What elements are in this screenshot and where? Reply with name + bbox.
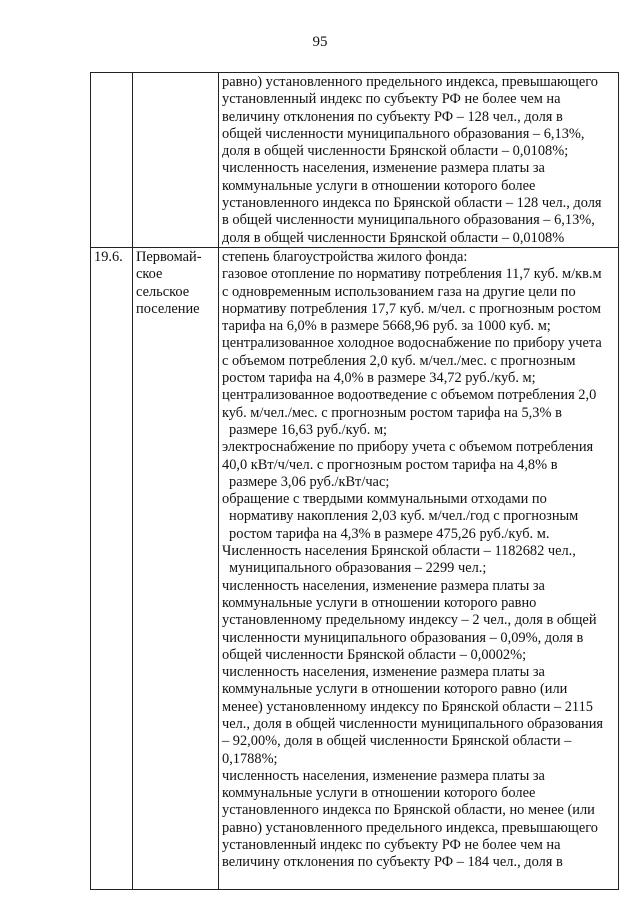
text-line: муниципального образования – 2299 чел.; <box>229 560 487 577</box>
text-line: в общей численности муниципального образования – 6,13%, <box>222 212 595 229</box>
text-line: ростом тарифа на 4,3% в размере 475,26 руб./куб. м. <box>229 525 550 542</box>
text-line: чел., доля в общей численности муниципального образования <box>222 715 604 732</box>
text-line: установленного индекса по Брянской области – 128 чел., доля <box>222 195 602 212</box>
text-line: газовое отопление по нормативу потребления 11,7 куб. м/кв.м <box>222 266 602 283</box>
text-line: коммунальные услуги в отношении которого более <box>222 785 536 802</box>
text-line: нормативу накопления 2,03 куб. м/чел./год с прогнозным <box>229 508 579 525</box>
entry-number: 19.6. <box>91 247 133 889</box>
text-line: коммунальные услуги в отношении которого более <box>222 177 536 194</box>
text-line: размере 16,63 руб./куб. м; <box>229 421 388 438</box>
text-line: ростом тарифа на 4,0% в размере 34,72 руб./куб. м; <box>222 370 536 387</box>
text-line: установленному предельному индексу – 2 чел., доля в общей <box>222 612 597 629</box>
page-number: 95 <box>312 34 328 50</box>
text-line: тарифа на 6,0% в размере 5668,96 руб. за 1000 куб. м; <box>222 318 551 335</box>
entry-text <box>219 247 619 889</box>
cell-name-empty <box>133 73 219 248</box>
text-line: общей численности муниципального образования – 6,13%, <box>222 125 585 142</box>
text-line: Численность населения Брянской области – 1182682 чел., <box>222 543 576 560</box>
text-line: доля в общей численности Брянской области – 0,0108%; <box>222 143 569 160</box>
text-line: 40,0 кВт/ч/чел. с прогнозным ростом тарифа на 4,8% в <box>222 456 558 473</box>
text-line: 0,1788%; <box>222 750 278 767</box>
entry-name-line: Первомай- <box>136 248 202 265</box>
text-line: установленного индекса по Брянской области, но менее (или <box>222 802 595 819</box>
text-line: с объемом потребления 2,0 куб. м/чел./мес. с прогнозным <box>222 352 576 369</box>
text-line: электроснабжение по прибору учета с объемом потребления <box>222 439 594 456</box>
text-line: коммунальные услуги в отношении которого равно <box>222 594 537 611</box>
text-line: – 92,00%, доля в общей численности Брянской области – <box>222 733 572 750</box>
entry-name-line: поселение <box>136 300 200 317</box>
text-line: численность населения, изменение размера платы за <box>222 767 545 784</box>
text-line: с одновременным использованием газа на другие цели по <box>222 283 576 300</box>
text-line: коммунальные услуги в отношении которого равно (или <box>222 681 568 698</box>
text-line: общей численности Брянской области – 0,0002%; <box>222 646 527 663</box>
text-line: численность населения, изменение размера платы за <box>222 577 545 594</box>
text-line: куб. м/чел./мес. с прогнозным ростом тарифа на 5,3% в <box>222 404 562 421</box>
text-line: равно) установленного предельного индекса, превышающего <box>222 74 598 90</box>
cell-number-empty <box>91 73 133 248</box>
text-line: установленный индекс по субъекту РФ не более чем на <box>222 91 561 108</box>
text-line: численность населения, изменение размера платы за <box>222 664 545 681</box>
cell-continuation-text <box>219 73 619 248</box>
text-line: величину отклонения по субъекту РФ – 128 чел., доля в <box>222 108 563 125</box>
text-line: установленный индекс по субъекту РФ не более чем на <box>222 837 561 854</box>
text-line: численность населения, изменение размера платы за <box>222 160 545 177</box>
text-line: нормативу потребления 17,7 куб. м/чел. с прогнозным ростом <box>222 300 601 317</box>
text-line: величину отклонения по субъекту РФ – 184 чел., доля в <box>222 854 563 871</box>
table-row-continuation <box>91 73 619 248</box>
text-line: обращение с твердыми коммунальными отходами по <box>222 491 547 508</box>
entry-name-line: ское <box>136 266 163 283</box>
entry-name-line: сельское <box>136 283 190 300</box>
text-line: доля в общей численности Брянской области – 0,0108% <box>222 229 565 246</box>
text-line: равно) установленного предельного индекса, превышающего <box>222 819 598 836</box>
entry-name <box>133 247 219 889</box>
text-line: размере 3,06 руб./кВт/час; <box>229 473 390 490</box>
text-line: менее) установленному индексу по Брянской области – 2115 <box>222 698 593 715</box>
data-table <box>90 72 619 890</box>
text-line: степень благоустройства жилого фонда: <box>222 248 468 265</box>
text-line: численности муниципального образования – 0,09%, доля в <box>222 629 584 646</box>
text-line: централизованное водоотведение с объемом потребления 2,0 <box>222 387 597 404</box>
table-row-entry <box>91 247 619 889</box>
text-line: централизованное холодное водоснабжение по прибору учета <box>222 335 602 352</box>
